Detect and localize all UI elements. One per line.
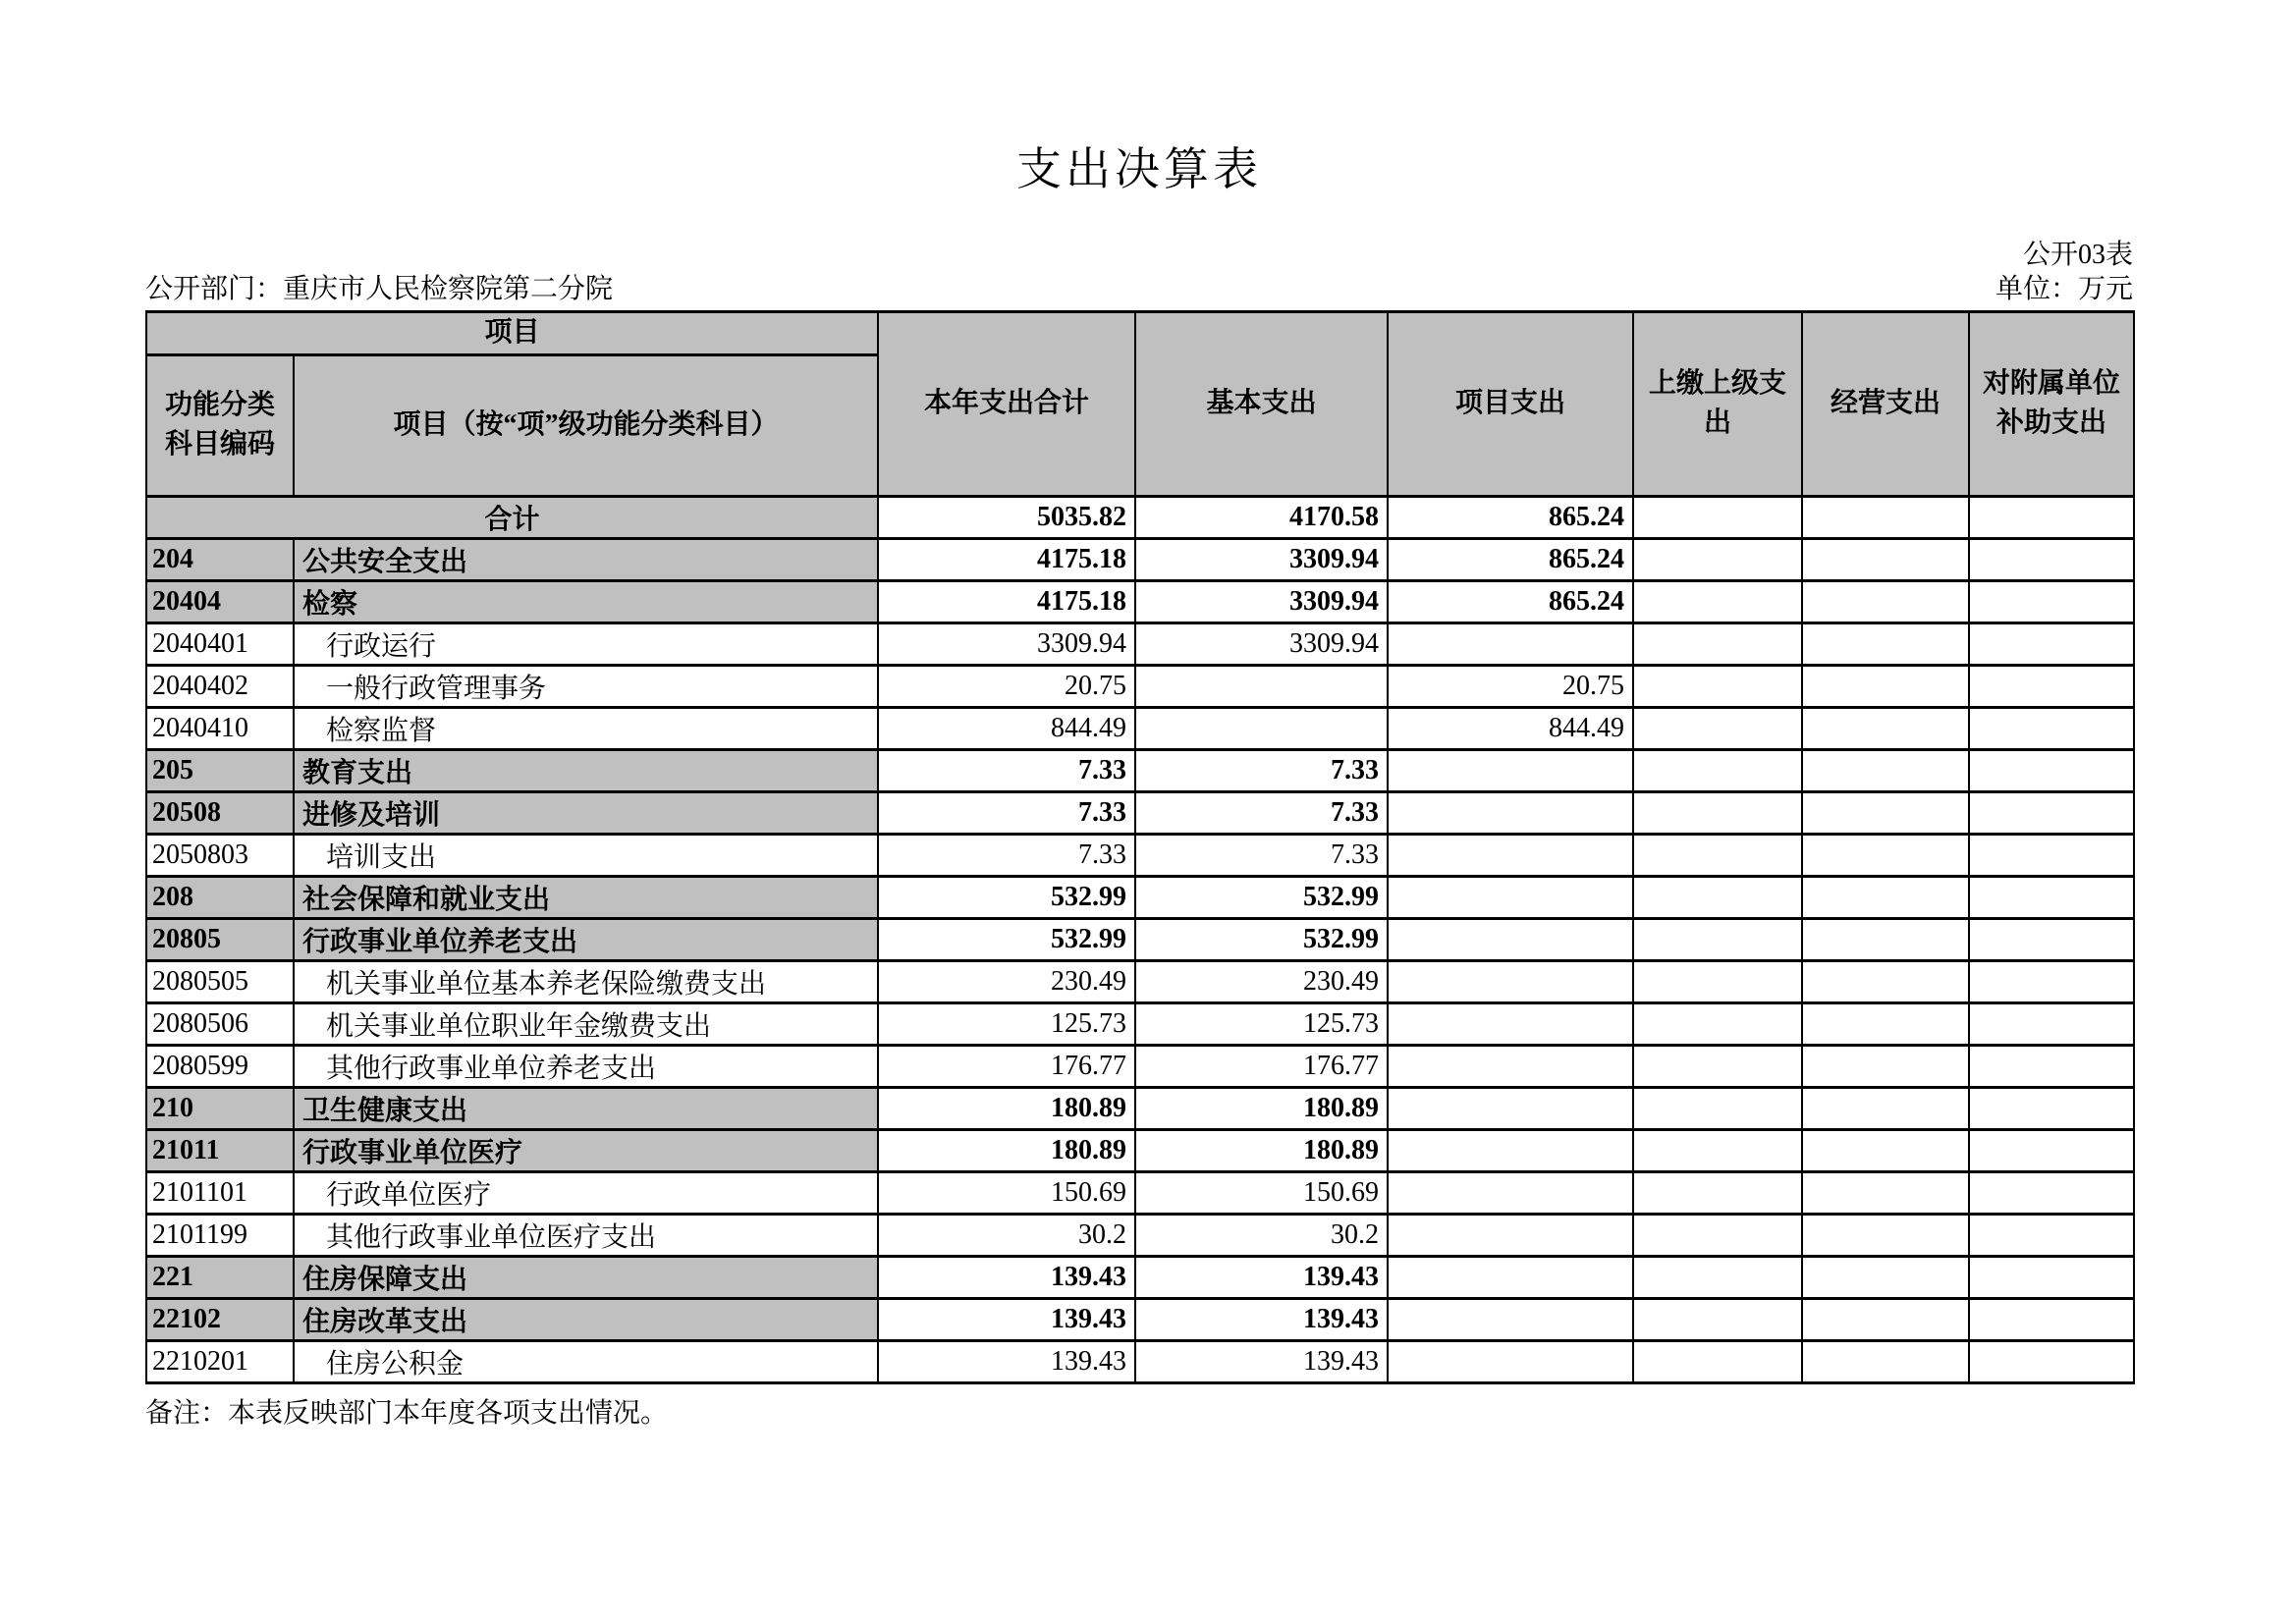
value-cell xyxy=(1633,1087,1802,1129)
value-cell xyxy=(1633,580,1802,622)
table-code-label: 公开03表 xyxy=(2022,240,2133,270)
value-cell: 139.43 xyxy=(878,1256,1135,1298)
item-name-cell: 机关事业单位职业年金缴费支出 xyxy=(294,1002,878,1045)
value-cell xyxy=(1388,791,1633,834)
expenditure-table xyxy=(145,310,2135,1384)
value-cell xyxy=(1633,707,1802,749)
value-cell xyxy=(1388,1171,1633,1214)
value-cell xyxy=(1969,707,2134,749)
value-cell xyxy=(1802,496,1969,538)
table-row-2040410 xyxy=(146,707,2134,749)
value-cell xyxy=(1633,538,1802,580)
item-name-cell: 公共安全支出 xyxy=(294,538,878,580)
value-cell: 20.75 xyxy=(1388,665,1633,707)
code-cell: 221 xyxy=(146,1256,294,1298)
value-cell xyxy=(1802,1171,1969,1214)
value-cell xyxy=(1969,665,2134,707)
table-row-2101199 xyxy=(146,1214,2134,1256)
value-cell: 532.99 xyxy=(1135,918,1388,960)
value-cell xyxy=(1802,1002,1969,1045)
value-cell xyxy=(1969,1256,2134,1298)
value-cell: 865.24 xyxy=(1388,496,1633,538)
value-cell xyxy=(1633,1002,1802,1045)
value-cell: 139.43 xyxy=(1135,1256,1388,1298)
code-cell: 2080505 xyxy=(146,960,294,1002)
value-cell xyxy=(1388,960,1633,1002)
value-cell xyxy=(1388,918,1633,960)
code-cell: 2101199 xyxy=(146,1214,294,1256)
value-cell: 230.49 xyxy=(1135,960,1388,1002)
value-cell: 7.33 xyxy=(1135,749,1388,791)
value-cell: 532.99 xyxy=(1135,876,1388,918)
value-cell: 125.73 xyxy=(878,1002,1135,1045)
value-cell xyxy=(1633,1045,1802,1087)
value-cell xyxy=(1633,1171,1802,1214)
value-cell: 7.33 xyxy=(1135,791,1388,834)
value-cell xyxy=(1969,622,2134,665)
value-cell xyxy=(1969,918,2134,960)
code-cell: 208 xyxy=(146,876,294,918)
table-row-2101101 xyxy=(146,1171,2134,1214)
code-cell: 205 xyxy=(146,749,294,791)
table-row-22102 xyxy=(146,1298,2134,1340)
page-title: 支出决算表 xyxy=(1016,144,1262,194)
item-name-cell: 卫生健康支出 xyxy=(294,1087,878,1129)
value-cell xyxy=(1633,791,1802,834)
table-row-204 xyxy=(146,538,2134,580)
value-cell xyxy=(1802,665,1969,707)
header-col-operating-expenditure: 经营支出 xyxy=(1802,312,1969,497)
table-header xyxy=(146,312,2134,497)
header-col-upturned-expenditure: 上缴上级支出 xyxy=(1633,312,1802,497)
item-name-cell: 培训支出 xyxy=(294,834,878,876)
document-content xyxy=(145,0,2133,1431)
value-cell xyxy=(1388,749,1633,791)
item-name-cell: 其他行政事业单位医疗支出 xyxy=(294,1214,878,1256)
item-name-cell: 一般行政管理事务 xyxy=(294,665,878,707)
value-cell xyxy=(1633,665,1802,707)
value-cell xyxy=(1633,1129,1802,1171)
value-cell xyxy=(1388,1256,1633,1298)
code-cell: 2040410 xyxy=(146,707,294,749)
value-cell xyxy=(1802,1129,1969,1171)
value-cell xyxy=(1969,1087,2134,1129)
value-cell xyxy=(1802,876,1969,918)
value-cell: 532.99 xyxy=(878,876,1135,918)
table-row-20805 xyxy=(146,918,2134,960)
table-body xyxy=(146,496,2134,1382)
header-project-group: 项目 xyxy=(146,312,878,355)
value-cell: 7.33 xyxy=(878,791,1135,834)
value-cell xyxy=(1388,1340,1633,1382)
value-cell: 180.89 xyxy=(1135,1129,1388,1171)
value-cell xyxy=(1633,496,1802,538)
value-cell xyxy=(1969,749,2134,791)
code-cell: 20508 xyxy=(146,791,294,834)
value-cell xyxy=(1388,876,1633,918)
value-cell: 844.49 xyxy=(878,707,1135,749)
value-cell xyxy=(1388,1129,1633,1171)
value-cell: 180.89 xyxy=(1135,1087,1388,1129)
value-cell: 865.24 xyxy=(1388,580,1633,622)
value-cell xyxy=(1633,960,1802,1002)
value-cell xyxy=(1135,665,1388,707)
value-cell xyxy=(1969,834,2134,876)
value-cell: 150.69 xyxy=(1135,1171,1388,1214)
value-cell xyxy=(1388,1045,1633,1087)
item-name-cell: 行政运行 xyxy=(294,622,878,665)
value-cell xyxy=(1969,791,2134,834)
unit-label: 单位：万元 xyxy=(1995,274,2133,304)
value-cell: 30.2 xyxy=(1135,1214,1388,1256)
value-cell xyxy=(1633,834,1802,876)
value-cell xyxy=(1802,622,1969,665)
value-cell xyxy=(1969,1340,2134,1382)
value-cell xyxy=(1802,1045,1969,1087)
header-col-subsidy-expenditure: 对附属单位补助支出 xyxy=(1969,312,2134,497)
item-name-cell: 教育支出 xyxy=(294,749,878,791)
header-col-function-code: 功能分类科目编码 xyxy=(146,354,294,496)
table-row-210 xyxy=(146,1087,2134,1129)
header-group-row xyxy=(146,312,2134,355)
value-cell xyxy=(1969,496,2134,538)
table-row-205 xyxy=(146,749,2134,791)
item-name-cell: 社会保障和就业支出 xyxy=(294,876,878,918)
value-cell xyxy=(1388,834,1633,876)
code-cell: 2080506 xyxy=(146,1002,294,1045)
item-name-cell: 住房公积金 xyxy=(294,1340,878,1382)
value-cell xyxy=(1802,1087,1969,1129)
item-name-cell: 住房改革支出 xyxy=(294,1298,878,1340)
value-cell xyxy=(1802,1214,1969,1256)
code-cell: 20805 xyxy=(146,918,294,960)
table-row-221 xyxy=(146,1256,2134,1298)
value-cell xyxy=(1802,1256,1969,1298)
table-row-total xyxy=(146,496,2134,538)
table-row-208 xyxy=(146,876,2134,918)
table-row-2080505 xyxy=(146,960,2134,1002)
value-cell: 139.43 xyxy=(1135,1340,1388,1382)
value-cell xyxy=(1802,791,1969,834)
item-name-cell: 行政单位医疗 xyxy=(294,1171,878,1214)
value-cell: 7.33 xyxy=(1135,834,1388,876)
value-cell: 30.2 xyxy=(878,1214,1135,1256)
value-cell xyxy=(1633,1340,1802,1382)
value-cell xyxy=(1388,1298,1633,1340)
item-name-cell: 住房保障支出 xyxy=(294,1256,878,1298)
value-cell: 150.69 xyxy=(878,1171,1135,1214)
value-cell: 180.89 xyxy=(878,1087,1135,1129)
value-cell xyxy=(1802,960,1969,1002)
department-label: 公开部门：重庆市人民检察院第二分院 xyxy=(145,274,614,304)
code-cell: 2040402 xyxy=(146,665,294,707)
value-cell: 3309.94 xyxy=(1135,580,1388,622)
value-cell xyxy=(1388,1214,1633,1256)
value-cell xyxy=(1633,1298,1802,1340)
value-cell: 230.49 xyxy=(878,960,1135,1002)
header-col-total-expenditure: 本年支出合计 xyxy=(878,312,1135,497)
table-row-2050803 xyxy=(146,834,2134,876)
value-cell xyxy=(1633,622,1802,665)
code-cell: 20404 xyxy=(146,580,294,622)
header-col-basic-expenditure: 基本支出 xyxy=(1135,312,1388,497)
value-cell: 139.43 xyxy=(878,1340,1135,1382)
table-row-20508 xyxy=(146,791,2134,834)
value-cell: 3309.94 xyxy=(878,622,1135,665)
value-cell: 865.24 xyxy=(1388,538,1633,580)
value-cell xyxy=(1388,1002,1633,1045)
value-cell xyxy=(1969,1045,2134,1087)
value-cell: 4170.58 xyxy=(1135,496,1388,538)
code-cell: 22102 xyxy=(146,1298,294,1340)
item-name-cell: 机关事业单位基本养老保险缴费支出 xyxy=(294,960,878,1002)
value-cell xyxy=(1969,876,2134,918)
item-name-cell: 行政事业单位医疗 xyxy=(294,1129,878,1171)
code-cell: 2050803 xyxy=(146,834,294,876)
item-name-cell: 检察监督 xyxy=(294,707,878,749)
meta-line xyxy=(145,273,2133,306)
value-cell: 176.77 xyxy=(878,1045,1135,1087)
table-row-20404 xyxy=(146,580,2134,622)
value-cell xyxy=(1802,580,1969,622)
value-cell xyxy=(1969,1214,2134,1256)
value-cell xyxy=(1633,749,1802,791)
code-cell: 2080599 xyxy=(146,1045,294,1087)
code-cell: 2101101 xyxy=(146,1171,294,1214)
item-name-cell: 检察 xyxy=(294,580,878,622)
value-cell xyxy=(1969,538,2134,580)
value-cell: 844.49 xyxy=(1388,707,1633,749)
value-cell xyxy=(1633,1256,1802,1298)
value-cell: 7.33 xyxy=(878,834,1135,876)
value-cell xyxy=(1135,707,1388,749)
code-cell: 21011 xyxy=(146,1129,294,1171)
header-col-item-name: 项目（按“项”级功能分类科目） xyxy=(294,354,878,496)
table-row-2080599 xyxy=(146,1045,2134,1087)
table-row-2040401 xyxy=(146,622,2134,665)
code-cell: 210 xyxy=(146,1087,294,1129)
value-cell xyxy=(1802,834,1969,876)
value-cell: 4175.18 xyxy=(878,580,1135,622)
value-cell: 7.33 xyxy=(878,749,1135,791)
code-cell: 204 xyxy=(146,538,294,580)
code-cell: 2210201 xyxy=(146,1340,294,1382)
table-row-2210201 xyxy=(146,1340,2134,1382)
value-cell xyxy=(1802,538,1969,580)
value-cell xyxy=(1969,580,2134,622)
value-cell: 125.73 xyxy=(1135,1002,1388,1045)
value-cell xyxy=(1388,1087,1633,1129)
value-cell: 3309.94 xyxy=(1135,622,1388,665)
value-cell xyxy=(1969,1298,2134,1340)
value-cell xyxy=(1969,960,2134,1002)
value-cell: 3309.94 xyxy=(1135,538,1388,580)
value-cell: 20.75 xyxy=(878,665,1135,707)
value-cell xyxy=(1633,876,1802,918)
value-cell xyxy=(1633,918,1802,960)
value-cell xyxy=(1802,707,1969,749)
value-cell: 4175.18 xyxy=(878,538,1135,580)
value-cell: 180.89 xyxy=(878,1129,1135,1171)
value-cell xyxy=(1633,1214,1802,1256)
value-cell xyxy=(1802,1298,1969,1340)
value-cell: 176.77 xyxy=(1135,1045,1388,1087)
value-cell xyxy=(1802,1340,1969,1382)
footnote: 备注：本表反映部门本年度各项支出情况。 xyxy=(145,1397,669,1429)
value-cell xyxy=(1969,1171,2134,1214)
value-cell: 139.43 xyxy=(878,1298,1135,1340)
header-col-project-expenditure: 项目支出 xyxy=(1388,312,1633,497)
table-row-2040402 xyxy=(146,665,2134,707)
item-name-cell: 行政事业单位养老支出 xyxy=(294,918,878,960)
value-cell: 532.99 xyxy=(878,918,1135,960)
value-cell xyxy=(1969,1002,2134,1045)
item-name-cell: 其他行政事业单位养老支出 xyxy=(294,1045,878,1087)
value-cell xyxy=(1388,622,1633,665)
value-cell: 5035.82 xyxy=(878,496,1135,538)
table-row-2080506 xyxy=(146,1002,2134,1045)
table-row-21011 xyxy=(146,1129,2134,1171)
total-label-cell: 合计 xyxy=(146,496,878,538)
item-name-cell: 进修及培训 xyxy=(294,791,878,834)
value-cell: 139.43 xyxy=(1135,1298,1388,1340)
code-cell: 2040401 xyxy=(146,622,294,665)
value-cell xyxy=(1969,1129,2134,1171)
value-cell xyxy=(1802,918,1969,960)
value-cell xyxy=(1802,749,1969,791)
